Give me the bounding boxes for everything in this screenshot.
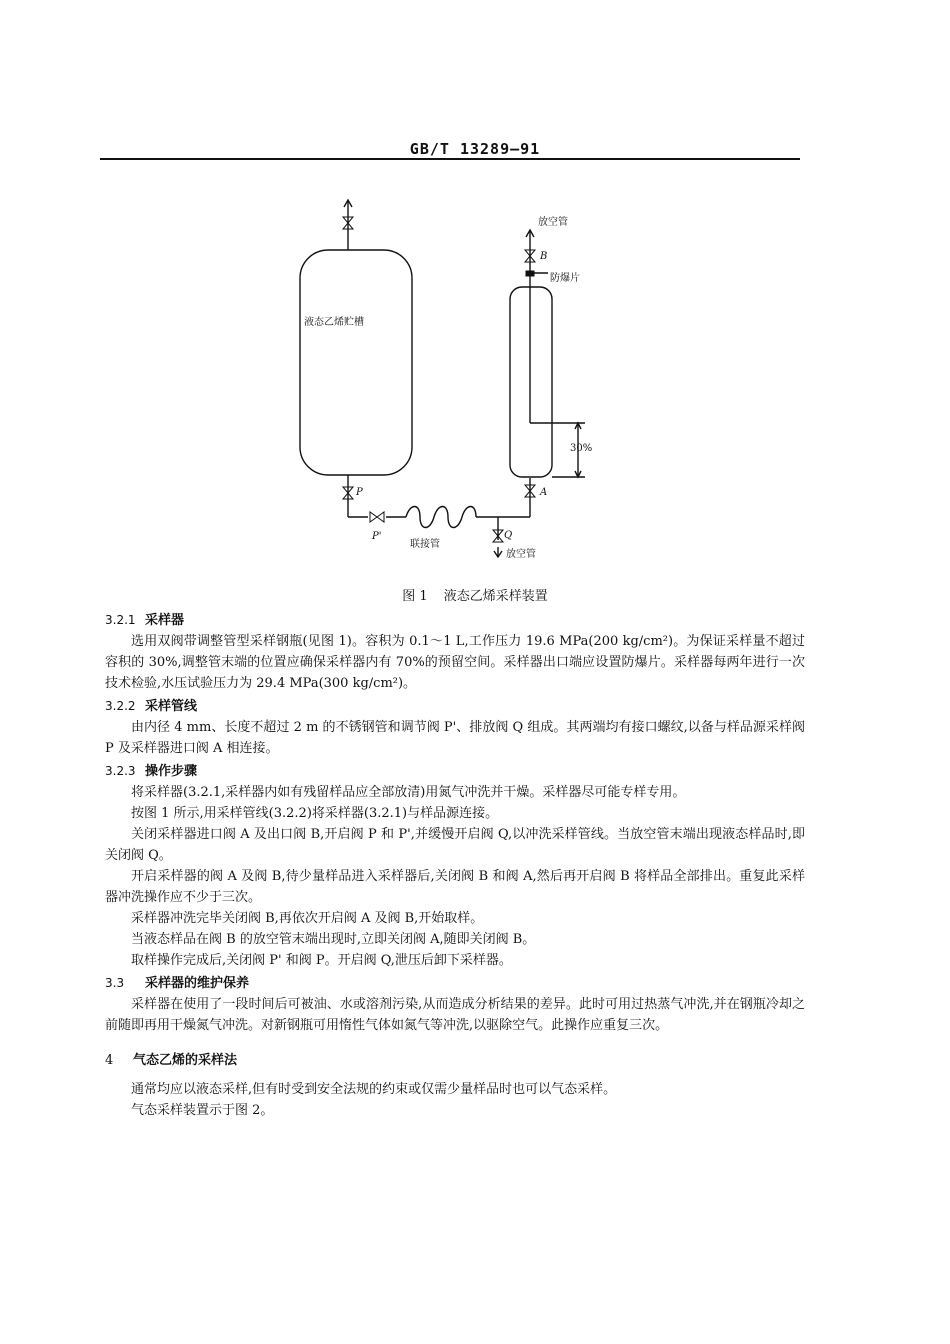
paragraph: 关闭采样器进口阀 A 及出口阀 B,开启阀 P 和 P',并缓慢开启阀 Q,以冲洗采样管线。当放空管末端出现液态样品时,即关闭阀 Q。 [105, 827, 805, 863]
rupture-disc-icon [526, 271, 534, 276]
connecting-pipe-label: 联接管 [410, 539, 440, 550]
paragraph: 气态采样装置示于图 2。 [131, 1103, 274, 1118]
valve-p-prime-icon [370, 512, 384, 522]
heading-3-2-2: 3.2.2 采样管线 [105, 699, 198, 714]
paragraph: 选用双阀带调整管型采样钢瓶(见图 1)。容积为 0.1～1 L,工作压力 19.6 MPa(200 kg/cm²)。为保证采样量不超过容积的 30%,调整管末端的位置应确保采样器内有 70%的预留空间。采样器出口端应设置防爆片。采样器每两年进行一次技术检验,水压试验压力为 29.4 MPa(300 kg/cm²)。 [105, 634, 805, 691]
percent-label: 30% [570, 443, 593, 454]
paragraph: 取样操作完成后,关闭阀 P' 和阀 P。开启阀 Q,泄压后卸下采样器。 [131, 953, 512, 968]
paragraph: 按图 1 所示,用采样管线(3.2.2)将采样器(3.2.1)与样品源连接。 [131, 806, 499, 821]
caption-number: 图 1 [402, 589, 428, 604]
vent-label-bottom: 放空管 [506, 549, 536, 560]
valve-b-label: B [540, 251, 548, 262]
standard-number-header: GB/T 13289—91 [409, 140, 541, 158]
figure-caption [0, 585, 950, 604]
storage-tank [300, 250, 412, 475]
valve-p-label: P [356, 487, 363, 498]
rupture-disc-label: 防爆片 [550, 273, 580, 284]
tank-label: 液态乙烯贮槽 [304, 317, 364, 328]
paragraph: 由内径 4 mm、长度不超过 2 m 的不锈钢管和调节阀 P'、排放阀 Q 组成。其两端均有接口螺纹,以备与样品源采样阀 P 及采样器进口阀 A 相连接。 [105, 720, 805, 756]
heading-3-2-1: 3.2.1 采样器 [105, 613, 185, 628]
paragraph: 将采样器(3.2.1,采样器内如有残留样品应全部放清)用氮气冲洗并干燥。采样器尽可能专样专用。 [131, 785, 686, 800]
flexible-connecting-coil [406, 507, 476, 528]
heading-3-2-3: 3.2.3 操作步骤 [105, 764, 198, 779]
body-text [105, 608, 805, 1121]
heading-3-3: 3.3 采样器的维护保养 [105, 976, 250, 991]
paragraph: 采样器在使用了一段时间后可被油、水或溶剂污染,从而造成分析结果的差异。此时可用过热蒸气冲洗,并在钢瓶冷却之前随即再用干燥氮气冲洗。对新钢瓶可用惰性气体如氮气等冲洗,以驱除空气。此操作应重复三次。 [105, 997, 805, 1033]
header-rule [100, 158, 800, 160]
paragraph: 当液态样品在阀 B 的放空管末端出现时,立即关闭阀 A,随即关闭阀 B。 [131, 932, 536, 947]
valve-a-label: A [540, 487, 548, 498]
sampler-cylinder [510, 287, 552, 477]
caption-title: 液态乙烯采样装置 [443, 589, 548, 604]
valve-q-label: Q [504, 530, 513, 541]
paragraph: 开启采样器的阀 A 及阀 B,待少量样品进入采样器后,关闭阀 B 和阀 A,然后再开启阀 B 将样品全部排出。重复此采样器冲洗操作应不少于三次。 [105, 869, 805, 905]
vent-label-top: 放空管 [538, 217, 568, 228]
valve-p-prime-label: P' [372, 531, 382, 542]
heading-4: 4 气态乙烯的采样法 [105, 1053, 238, 1068]
sampling-apparatus-diagram [280, 195, 620, 570]
paragraph: 通常均应以液态采样,但有时受到安全法规的约束或仅需少量样品时也可以气态采样。 [131, 1082, 617, 1097]
paragraph: 采样器冲洗完毕关闭阀 B,再依次开启阀 A 及阀 B,开始取样。 [131, 911, 484, 926]
